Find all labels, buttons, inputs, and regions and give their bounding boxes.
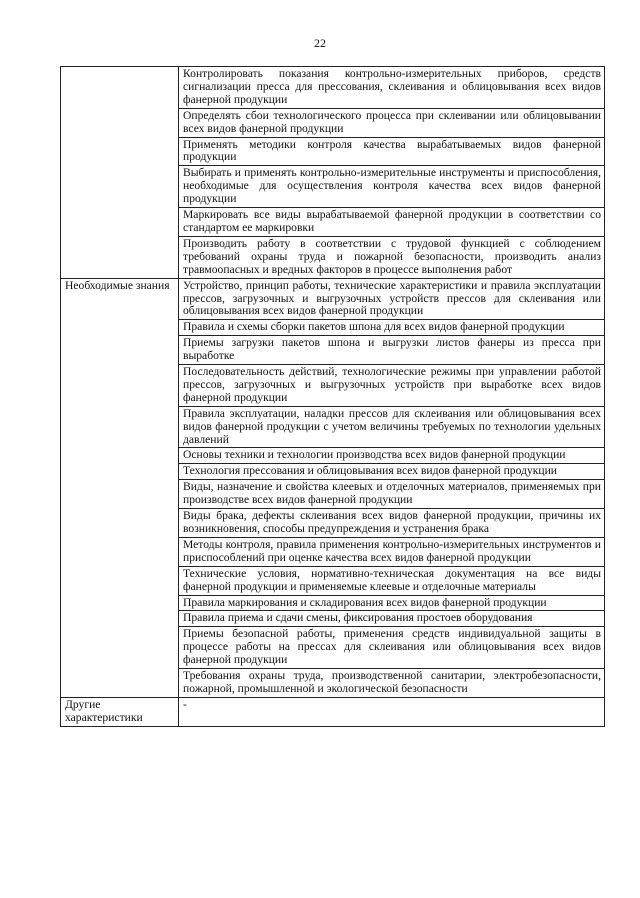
requirement-cell [179,669,605,698]
requirement-text: Технология прессования и облицовывания всех видов фанерной продукции [183,464,557,478]
requirement-cell [179,336,605,365]
table-row [61,278,605,320]
requirement-cell [179,627,605,669]
requirement-text: Маркировать все виды вырабатываемой фанерной продукции в соответствии со стандартом ее маркировки [183,208,601,234]
requirement-text: Правила эксплуатации, наладки прессов для склеивания или облицовывания всех видов фанерной продукции с учетом величины требуемых по технологии удельных давлений [183,406,601,446]
requirement-cell [179,448,605,464]
section-label: Другие характеристики [65,697,143,724]
requirement-cell [179,509,605,538]
requirement-text: Применять методики контроля качества вырабатываемых видов фанерной продукции [183,137,601,164]
requirement-text: Контролировать показания контрольно-измерительных приборов, средств сигнализации пресса для прессования, склеивания и облицовывания всех видов фанерной продукции [183,67,601,106]
requirement-cell [179,480,605,509]
requirement-text: Виды, назначение и свойства клеевых и отделочных материалов, применяемых при производстве всех видов фанерной продукции [183,480,601,507]
requirement-text: Приемы безопасной работы, применения средств индивидуальной защиты в процессе работы на прессах для склеивания или облицовывания всех видов фанерной продукции [183,627,601,667]
requirement-text: Устройство, принцип работы, технические характеристики и правила эксплуатации прессов, загрузочных и выгрузочных устройств прессов для склеивания или облицовывания всех видов фанерной продукции [183,278,601,318]
qualification-table [60,66,605,727]
requirement-text: Определять сбои технологического процесса при склеивании или облицовывании всех видов фанерной продукции [183,108,601,135]
requirement-text: Производить работу в соответствии с трудовой функцией с соблюдением требований охраны труда и пожарной безопасности, производить анализ травмоопасных и вредных факторов в процессе выполнения работ [183,236,601,276]
table-row [61,67,605,109]
requirement-cell [179,166,605,208]
page-number: 22 [314,36,326,50]
section-label-cell [61,697,179,726]
section-label-cell [61,278,179,697]
requirement-text: Правила приема и сдачи смены, фиксирования простоев оборудования [183,611,533,625]
requirement-cell [179,697,605,726]
requirement-text: Последовательность действий, технологические режимы при управлении работой прессов, загрузочных и выгрузочных устройств при выработке всех видов фанерной продукции [183,365,601,404]
requirement-cell [179,278,605,320]
requirement-text: Методы контроля, правила применения контрольно-измерительных инструментов и приспособлений при оценке качества всех видов фанерной продукции [183,537,601,564]
table-body [61,67,605,727]
section-label-cell [61,67,179,279]
requirement-text: Требования охраны труда, производственной санитарии, электробезопасности, пожарной, промышленной и экологической безопасности [183,669,601,695]
requirement-cell [179,67,605,109]
requirement-text: - [183,697,187,711]
section-label: Необходимые знания [65,278,170,292]
requirement-text: Правила и схемы сборки пакетов шпона для всех видов фанерной продукции [183,320,565,334]
requirement-text: Правила маркирования и складирования всех видов фанерной продукции [183,595,547,609]
requirement-text: Виды брака, дефекты склеивания всех видов фанерной продукции, причины их возникновения, способы предупреждения и устранения брака [183,509,601,535]
requirement-cell [179,566,605,595]
requirement-cell [179,595,605,611]
requirement-cell [179,108,605,137]
requirement-text: Выбирать и применять контрольно-измерительные инструменты и приспособления, необходимые для осуществления контроля качества всех видов фанерной продукции [183,166,601,206]
requirement-text: Основы техники и технологии производства всех видов фанерной продукции [183,448,566,462]
requirement-text: Приемы загрузки пакетов шпона и выгрузки листов фанеры из пресса при выработке [183,336,601,363]
requirement-cell [179,137,605,166]
requirement-cell [179,611,605,627]
table-row [61,697,605,726]
requirement-cell [179,320,605,336]
requirement-cell [179,537,605,566]
requirement-cell [179,208,605,237]
requirement-cell [179,406,605,448]
requirement-text: Технические условия, нормативно-техническая документация на все виды фанерной продукции и применяемые клеевые и отделочные материалы [183,566,601,593]
requirement-cell [179,365,605,407]
requirement-cell [179,236,605,278]
requirement-cell [179,464,605,480]
